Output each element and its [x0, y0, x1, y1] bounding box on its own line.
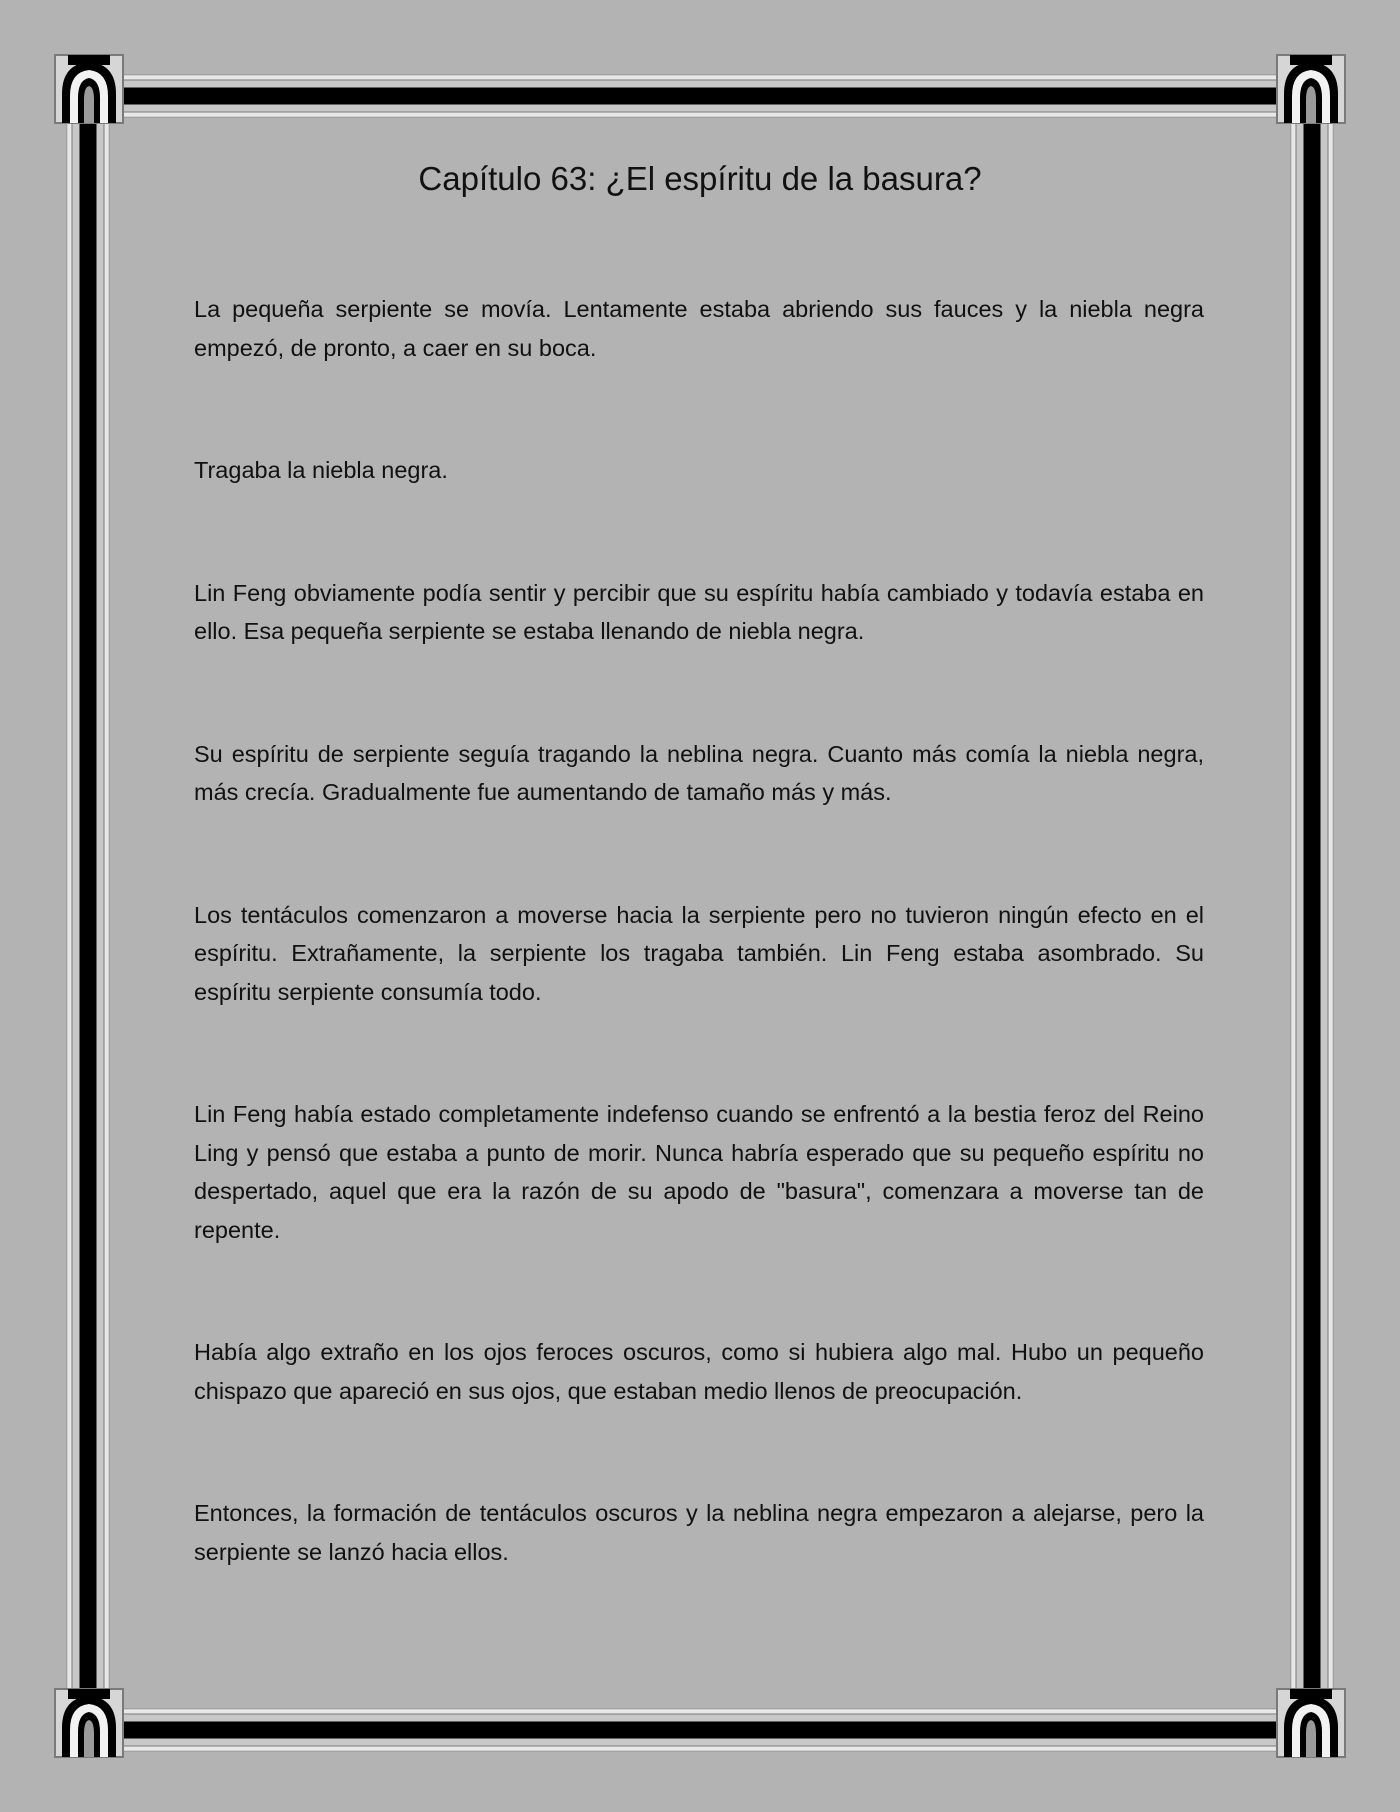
frame-bottom-bar — [110, 1708, 1288, 1752]
paragraph: Su espíritu de serpiente seguía tragando la neblina negra. Cuanto más comía la niebla negra, más crecía. Gradualmente fue aumentando de tamaño más y más. — [194, 740, 1204, 805]
frame-corner-ornament-icon — [1276, 54, 1346, 124]
frame-corner-ornament-icon — [54, 54, 124, 124]
paragraph: La pequeña serpiente se movía. Lentamente estaba abriendo sus fauces y la niebla negra empezó, de pronto, a caer en su boca. — [194, 296, 1204, 361]
paragraph: Lin Feng obviamente podía sentir y percibir que su espíritu había cambiado y todavía estaba en ello. Esa pequeña serpiente se estaba llenando de niebla negra. — [194, 579, 1204, 644]
paragraph: Tragaba la niebla negra. — [194, 457, 448, 483]
frame-top-bar — [110, 74, 1288, 118]
frame-corner-ornament-icon — [54, 1688, 124, 1758]
paragraph: Los tentáculos comenzaron a moverse hacia la serpiente pero no tuvieron ningún efecto en el espíritu. Extrañamente, la serpiente los tragaba también. Lin Feng estaba asombrado. Su espíritu serpiente consumía todo. — [194, 901, 1204, 1005]
chapter-title: Capítulo 63: ¿El espíritu de la basura? — [418, 160, 982, 197]
frame-left-bar — [66, 112, 110, 1704]
chapter-body — [194, 290, 1204, 1655]
frame-right-bar — [1290, 112, 1334, 1704]
paragraph: Lin Feng había estado completamente indefenso cuando se enfrentó a la bestia feroz del Reino Ling y pensó que estaba a punto de morir. Nunca habría esperado que su pequeño espíritu no despertado, aquel que era la razón de su apodo de "basura", comenzara a moverse tan de repente. — [194, 1101, 1204, 1243]
paragraph: Entonces, la formación de tentáculos oscuros y la neblina negra empezaron a alejarse, pero la serpiente se lanzó hacia ellos. — [194, 1500, 1204, 1565]
paragraph: Había algo extraño en los ojos feroces oscuros, como si hubiera algo mal. Hubo un pequeño chispazo que apareció en sus ojos, que estaban medio llenos de preocupación. — [194, 1339, 1204, 1404]
frame-corner-ornament-icon — [1276, 1688, 1346, 1758]
